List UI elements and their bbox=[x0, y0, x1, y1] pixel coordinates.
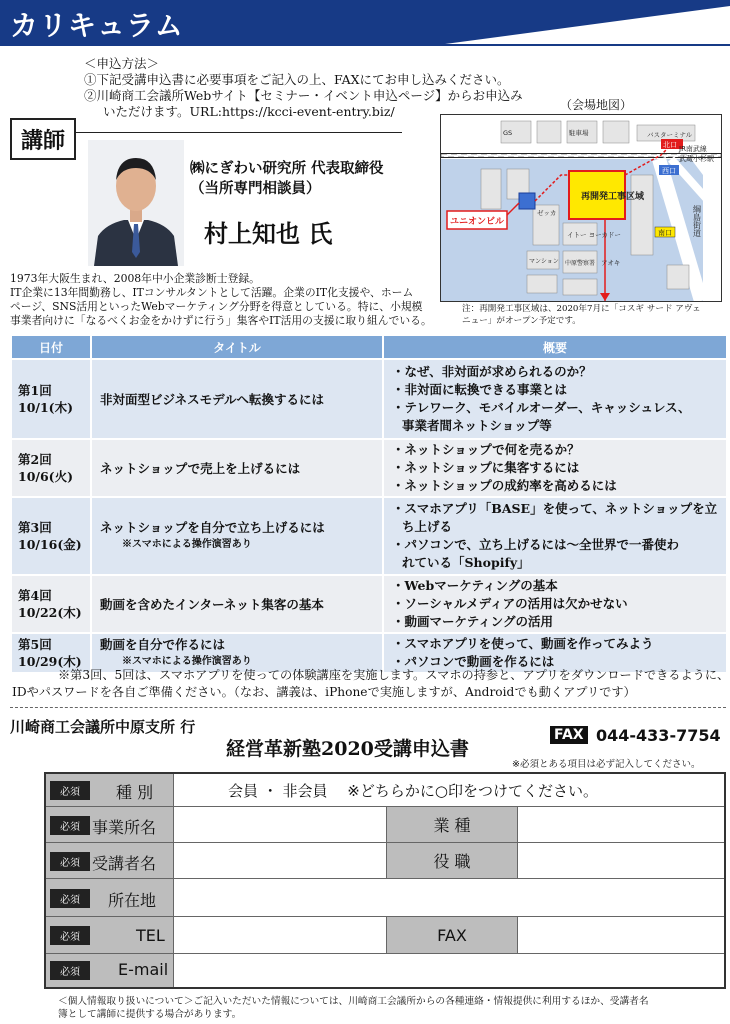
label-business: 事業所名 bbox=[92, 818, 157, 837]
required-badge: 必須 bbox=[50, 889, 90, 908]
business-input[interactable] bbox=[174, 807, 386, 842]
lecturer-name: 村上知也 氏 bbox=[204, 219, 333, 248]
position-input[interactable] bbox=[518, 843, 724, 878]
form-row-address bbox=[46, 879, 724, 917]
apply-line-1: ①下記受講申込書に必要事項をご記入の上、FAXにてお申し込みください。 bbox=[84, 72, 510, 87]
label-type: 種 別 bbox=[116, 783, 154, 802]
session-number: 第1回 bbox=[18, 383, 52, 398]
session-date: 10/6(火) bbox=[18, 469, 73, 484]
address-input[interactable] bbox=[174, 879, 724, 916]
session-title: ネットショップを自分で立ち上げるには bbox=[100, 520, 325, 535]
form-row-business bbox=[46, 807, 724, 843]
note-line-2: IDやパスワードを各自ご準備ください。（なお、講義は、iPhoneで実施しますが、Androidでも動くアプリです） bbox=[12, 685, 636, 699]
summary-item: ・非対面に転換できる事業とは bbox=[392, 382, 568, 397]
map-station-label: 武蔵小杉駅 bbox=[679, 155, 714, 163]
tel-input[interactable] bbox=[174, 917, 386, 953]
bio-line-3: ページ、SNS活用といったWebマーケティング分野を得意としている。特に、小規模 bbox=[10, 300, 423, 313]
bio-line-1: 1973年大阪生まれ、2008年中小企業診断士登録。 bbox=[10, 272, 260, 285]
fax-input[interactable] bbox=[518, 917, 724, 953]
map-label: （会場地図） bbox=[560, 98, 633, 112]
col-header-date: 日付 bbox=[11, 335, 91, 359]
label-cell bbox=[46, 774, 174, 806]
summary-item: 事業者間ネットショップ等 bbox=[402, 418, 552, 433]
session-title: 非対面型ビジネスモデルへ転換するには bbox=[100, 391, 325, 407]
session-number: 第4回 bbox=[18, 588, 52, 603]
lecturer-photo bbox=[88, 140, 184, 266]
session-title-cell bbox=[91, 439, 383, 497]
session-number: 第2回 bbox=[18, 452, 52, 467]
label-cell bbox=[46, 843, 174, 878]
required-badge: 必須 bbox=[50, 781, 90, 800]
required-badge: 必須 bbox=[50, 926, 90, 945]
session-summary-cell bbox=[383, 439, 727, 497]
session-date: 10/1(木) bbox=[18, 400, 73, 415]
schedule-header-row bbox=[11, 335, 727, 359]
industry-input[interactable] bbox=[518, 807, 724, 842]
map-kita-label: 北口 bbox=[663, 141, 677, 149]
session-summary-cell bbox=[383, 497, 727, 575]
application-form bbox=[44, 772, 726, 989]
session-sub-note: ※スマホによる操作演習あり bbox=[122, 539, 252, 550]
table-row bbox=[11, 497, 727, 575]
summary-item: ・テレワーク、モバイルオーダー、キャッシュレス、 bbox=[392, 400, 691, 415]
session-summary-cell bbox=[383, 575, 727, 633]
required-badge: 必須 bbox=[50, 816, 90, 835]
map-mansion-label: マンション bbox=[529, 258, 559, 265]
lecturer-badge: 講師 bbox=[10, 118, 76, 160]
lecturer-rule bbox=[72, 132, 402, 133]
label-tel: TEL bbox=[136, 926, 165, 945]
session-date: 10/29(木) bbox=[18, 654, 82, 669]
map-aoki-label: アオキ bbox=[601, 259, 621, 267]
map-note-line-2: ニュー」がオープン予定です。 bbox=[462, 316, 581, 326]
table-row bbox=[11, 359, 727, 439]
map-note bbox=[462, 303, 701, 327]
summary-item: ・ソーシャルメディアの活用は欠かせない bbox=[392, 596, 628, 611]
session-date-cell bbox=[11, 497, 91, 575]
form-row-type bbox=[46, 774, 724, 807]
form-destination: 川崎商工会議所中原支所 行 bbox=[10, 718, 196, 736]
session-date-cell bbox=[11, 359, 91, 439]
map-jr-label: JR南武線 bbox=[679, 145, 707, 153]
summary-item: ・動画マーケティングの活用 bbox=[392, 614, 554, 629]
session-number: 第5回 bbox=[18, 637, 52, 652]
summary-item: ・ネットショップで何を売るか？ bbox=[392, 442, 580, 457]
lecturer-org: ㈱にぎわい研究所 代表取締役 bbox=[190, 160, 384, 177]
bio-line-4: 事業者向けに「なるべくお金をかけずに行う」集客やIT活用の支援に取り組んでいる。 bbox=[10, 314, 432, 327]
map-nishi-label: 西口 bbox=[662, 167, 676, 175]
privacy-line-1: ＜個人情報取り扱いについて＞ご記入いただいた情報については、川崎商工会議所からの各種連絡・情報提供に利用するほか、受講者名 bbox=[58, 996, 649, 1007]
label-cell bbox=[46, 807, 174, 842]
map-union-label: ユニオンビル bbox=[450, 217, 505, 227]
required-badge: 必須 bbox=[50, 852, 90, 871]
summary-item: ・なぜ、非対面が求められるのか？ bbox=[392, 364, 592, 379]
map-police-label: 中原警察署 bbox=[565, 260, 596, 267]
session-title-cell bbox=[91, 575, 383, 633]
label-cell bbox=[46, 917, 174, 953]
session-title: 動画を自分で作るには bbox=[100, 637, 226, 652]
bio-line-2: IT企業に13年間勤務し、ITコンサルタントとして活躍。企業のIT化支援や、ホーム bbox=[10, 286, 414, 299]
required-badge: 必須 bbox=[50, 961, 90, 980]
map-note-line-1: 注：再開発工事区域は、2020年7月に「コスギ サード アヴェ bbox=[462, 304, 701, 314]
col-header-summary: 概要 bbox=[383, 335, 727, 359]
form-row-attendee bbox=[46, 843, 724, 879]
session-title-cell bbox=[91, 497, 383, 575]
label-industry: 業 種 bbox=[386, 807, 518, 842]
session-number: 第3回 bbox=[18, 520, 52, 535]
session-date-cell bbox=[11, 575, 91, 633]
map-site-label: 再開発工事区域 bbox=[581, 192, 645, 202]
session-title-cell bbox=[91, 359, 383, 439]
label-position: 役 職 bbox=[386, 843, 518, 878]
session-date: 10/16(金) bbox=[18, 537, 82, 552]
summary-item: ・スマホアプリを使って、動画を作ってみよう bbox=[392, 636, 654, 651]
map-road-label: 綱島街道 bbox=[692, 205, 702, 237]
label-cell bbox=[46, 954, 174, 987]
table-row bbox=[11, 575, 727, 633]
map-ito-label: イトー ヨーカドー bbox=[567, 231, 621, 239]
required-note: ※必須とある項目は必ず記入してください。 bbox=[512, 759, 701, 770]
form-row-tel bbox=[46, 917, 724, 954]
fax-badge: FAX bbox=[550, 726, 588, 744]
col-header-title: タイトル bbox=[91, 335, 383, 359]
attendee-input[interactable] bbox=[174, 843, 386, 878]
cut-line bbox=[10, 707, 726, 708]
map-parking-label: 駐車場 bbox=[569, 129, 589, 137]
table-row bbox=[11, 439, 727, 497]
page-title: カリキュラム bbox=[10, 9, 184, 42]
hands-on-note bbox=[12, 667, 730, 701]
session-title: 動画を含めたインターネット集客の基本 bbox=[100, 596, 324, 612]
label-email: E-mail bbox=[118, 960, 169, 979]
map-minami-label: 南口 bbox=[658, 229, 672, 237]
form-title: 経営革新塾2020受講申込書 bbox=[226, 738, 469, 760]
form-row-email bbox=[46, 954, 724, 987]
summary-item: ・スマホアプリ「BASE」を使って、ネットショップを立 bbox=[392, 501, 718, 516]
session-sub-note: ※スマホによる操作演習あり bbox=[122, 656, 252, 667]
privacy-note bbox=[58, 995, 649, 1021]
member-choice[interactable]: 会員 ・ 非会員 ※どちらかに○印をつけてください。 bbox=[228, 782, 598, 800]
email-input[interactable] bbox=[174, 954, 724, 987]
privacy-line-2: 簿として講師に提供する場合があります。 bbox=[58, 1009, 242, 1020]
map-gs-label: GS bbox=[503, 129, 513, 137]
venue-map bbox=[440, 114, 722, 302]
summary-item: ・パソコンで動画を作るには bbox=[392, 654, 555, 669]
map-zekka-label: ゼッカ bbox=[537, 209, 557, 217]
schedule-table bbox=[10, 334, 728, 674]
label-address: 所在地 bbox=[108, 891, 157, 910]
lecturer-role: （当所専門相談員） bbox=[190, 180, 321, 197]
session-date: 10/22(木) bbox=[18, 605, 82, 620]
fax-number: 044-433-7754 bbox=[596, 726, 721, 745]
apply-line-3-url[interactable]: いただけます。URL:https://kcci-event-entry.biz/ bbox=[103, 104, 395, 119]
summary-item: ・パソコンで、立ち上げるには～全世界で一番使わ bbox=[392, 537, 680, 552]
label-fax: FAX bbox=[386, 917, 518, 953]
session-summary-cell bbox=[383, 359, 727, 439]
summary-item: ・ネットショップに集客するには bbox=[392, 460, 580, 475]
summary-item: ・ネットショップの成約率を高めるには bbox=[392, 478, 617, 493]
summary-item: ち上げる bbox=[402, 519, 453, 534]
apply-heading: ＜申込方法＞ bbox=[84, 56, 160, 71]
apply-line-2: ②川崎商工会議所Webサイト【セミナー・イベント申込ページ】からお申込み bbox=[84, 88, 523, 103]
session-title: ネットショップで売上を上げるには bbox=[100, 460, 301, 476]
summary-item: ・Webマーケティングの基本 bbox=[392, 578, 558, 593]
summary-item: れている「Shopify」 bbox=[402, 555, 530, 570]
label-cell bbox=[46, 879, 174, 916]
map-bus-label: バスターミナル bbox=[647, 131, 693, 139]
session-date-cell bbox=[11, 439, 91, 497]
label-attendee: 受講者名 bbox=[92, 854, 157, 873]
note-line-1: ※第3回、5回は、スマホアプリを使っての体験講座を実施します。スマホの持参と、アプリをダウンロードできるように、 bbox=[58, 668, 730, 682]
